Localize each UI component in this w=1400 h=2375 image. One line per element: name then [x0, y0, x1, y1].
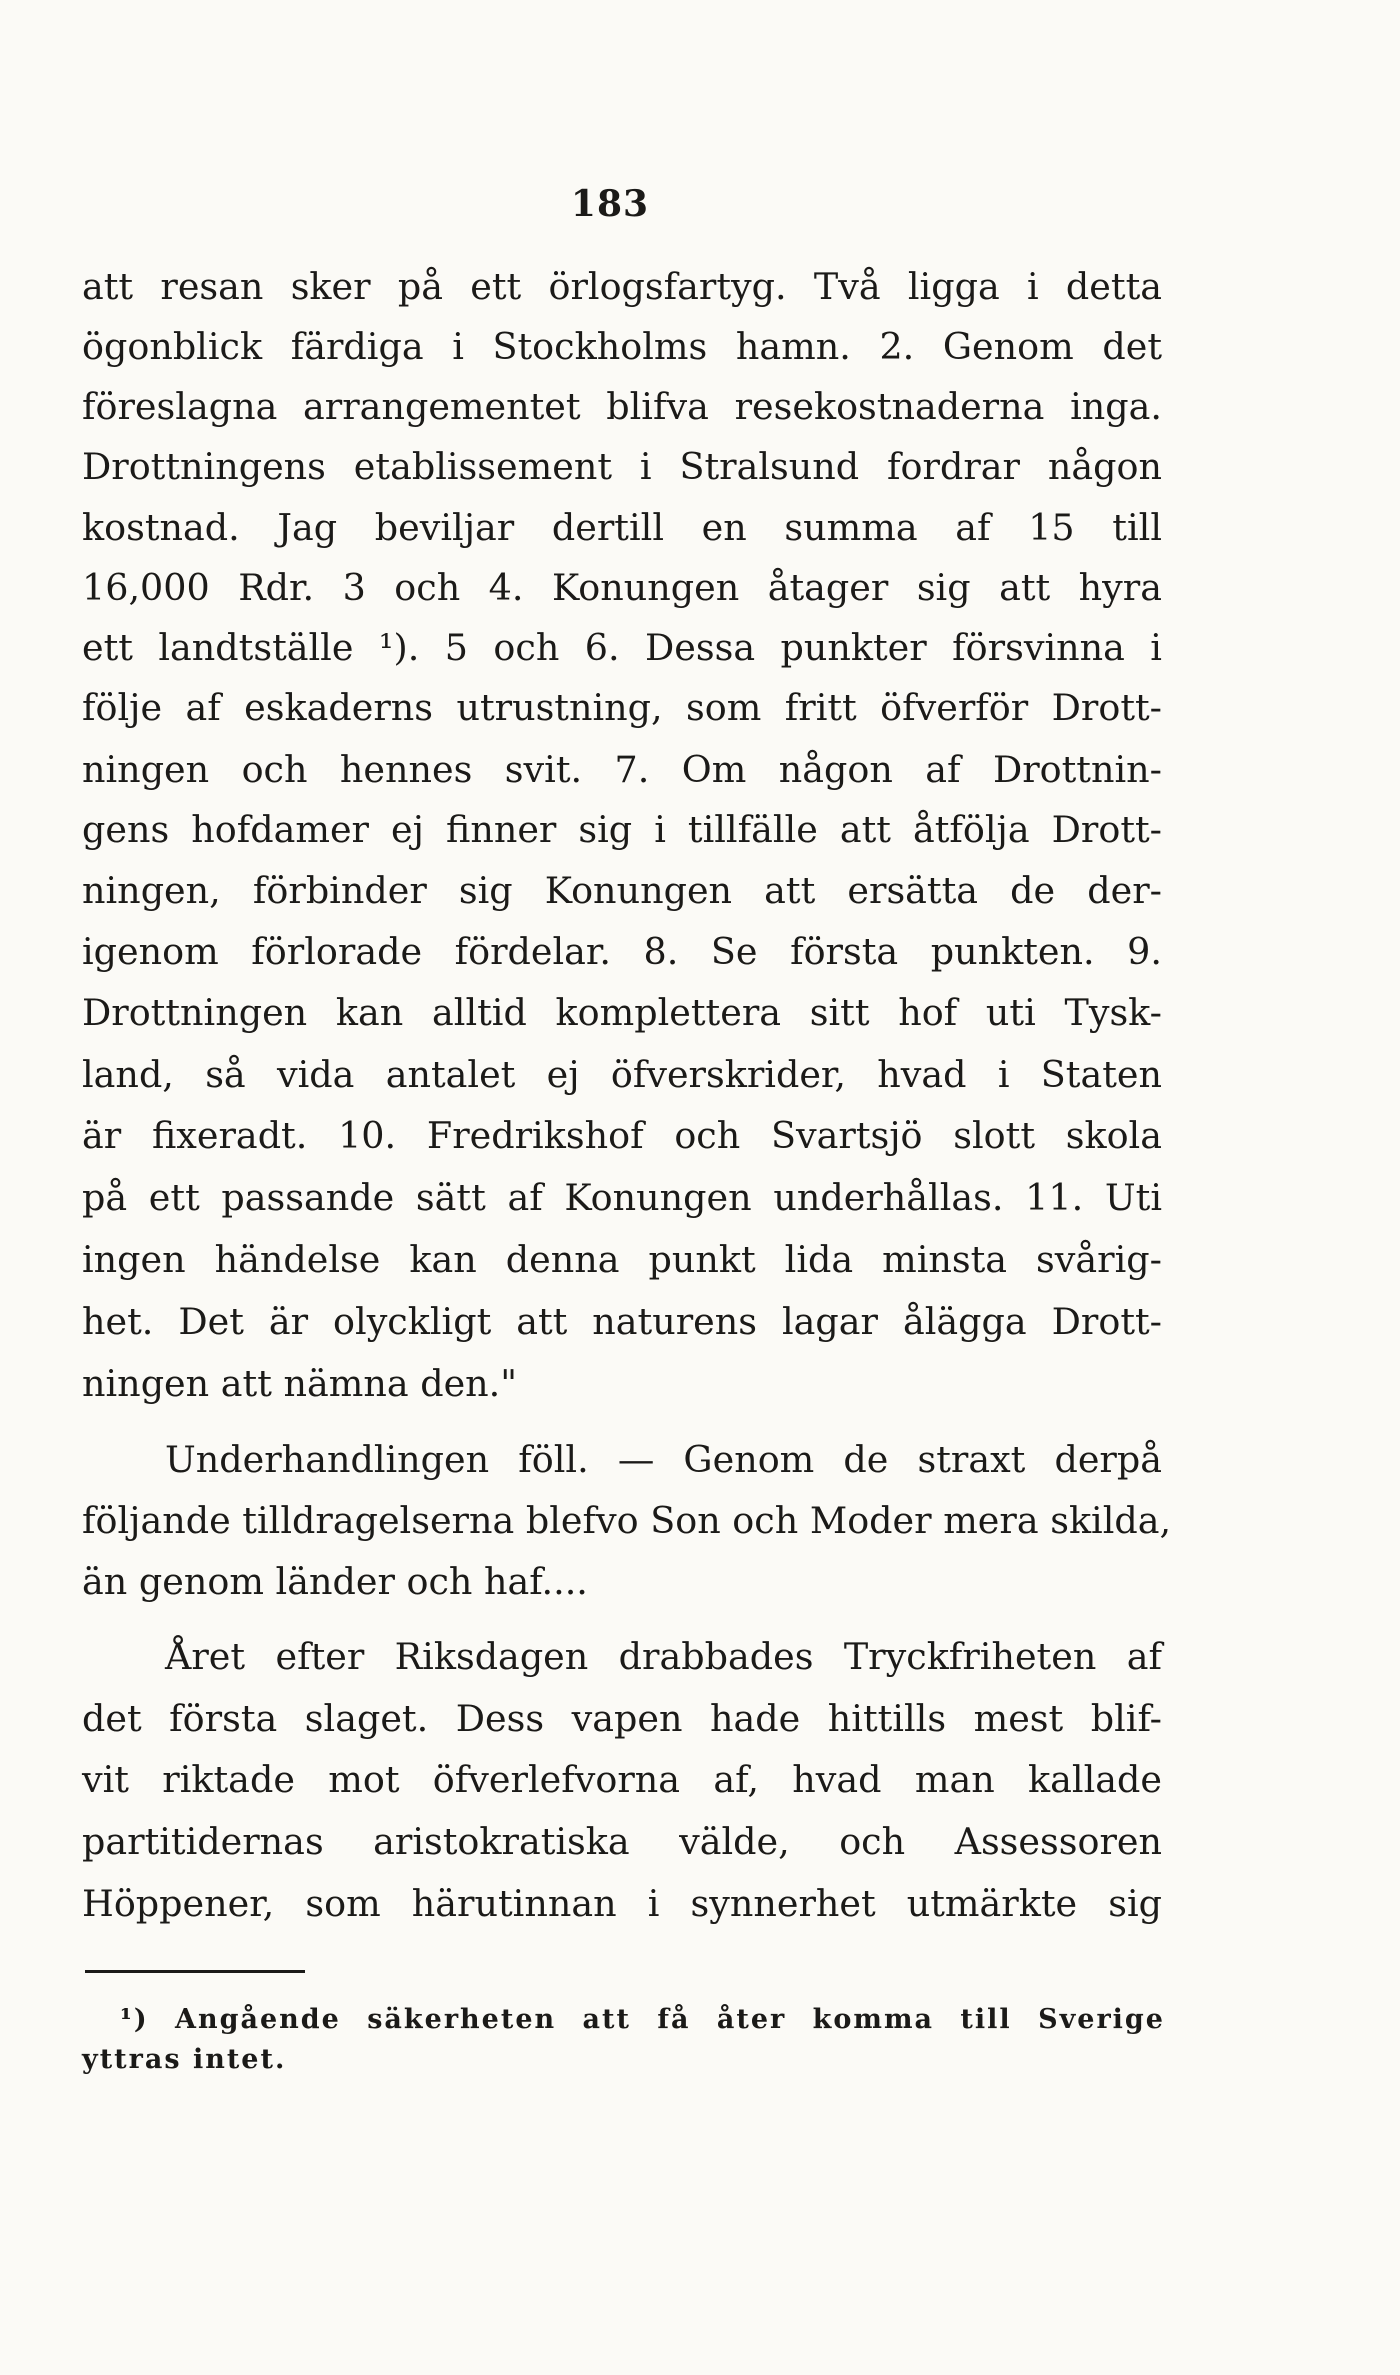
footnote-line: ¹) Angående säkerheten att få åter komma till Sverige	[120, 2004, 1165, 2035]
text-line: det första slaget. Dess vapen hade hittills mest blif-	[82, 1697, 1162, 1740]
text-line: ningen, förbinder sig Konungen att ersätta de der-	[82, 869, 1162, 912]
text-line: ett landtställe ¹). 5 och 6. Dessa punkter försvinna i	[82, 626, 1162, 669]
text-line: är fixeradt. 10. Fredrikshof och Svartsjö slott skola	[82, 1114, 1162, 1157]
text-line: föreslagna arrangementet blifva resekostnaderna inga.	[82, 385, 1162, 428]
text-line: följande tilldragelserna blefvo Son och Moder mera skilda,	[82, 1499, 1172, 1542]
text-line: partitidernas aristokratiska välde, och Assessoren	[82, 1820, 1162, 1863]
text-line: igenom förlorade fördelar. 8. Se första punkten. 9.	[82, 930, 1162, 973]
text-line: ningen att nämna den."	[82, 1362, 518, 1405]
text-line: på ett passande sätt af Konungen underhållas. 11. Uti	[82, 1176, 1162, 1219]
text-line: land, så vida antalet ej öfverskrider, hvad i Staten	[82, 1053, 1162, 1096]
footnote-divider	[85, 1970, 305, 1973]
text-line: Året efter Riksdagen drabbades Tryckfriheten af	[165, 1635, 1162, 1678]
text-line: vit riktade mot öfverlefvorna af, hvad man kallade	[82, 1758, 1162, 1801]
footnote-line: yttras intet.	[82, 2044, 287, 2075]
text-line: att resan sker på ett örlogsfartyg. Två ligga i detta	[82, 265, 1162, 308]
text-line: ingen händelse kan denna punkt lida minsta svårig-	[82, 1238, 1162, 1281]
text-line: Höppener, som härutinnan i synnerhet utmärkte sig	[82, 1882, 1162, 1925]
text-line: gens hofdamer ej finner sig i tillfälle att åtfölja Drott-	[82, 808, 1162, 851]
page-number: 183	[570, 183, 650, 225]
text-line: Drottningen kan alltid komplettera sitt hof uti Tysk-	[82, 991, 1162, 1034]
text-line: än genom länder och haf....	[82, 1560, 588, 1603]
text-line: Underhandlingen föll. — Genom de straxt derpå	[165, 1438, 1162, 1481]
text-line: ögonblick färdiga i Stockholms hamn. 2. Genom det	[82, 325, 1162, 368]
text-line: ningen och hennes svit. 7. Om någon af Drottnin-	[82, 748, 1162, 791]
text-line: följe af eskaderns utrustning, som fritt öfverför Drott-	[82, 686, 1162, 729]
text-line: kostnad. Jag beviljar dertill en summa af 15 till	[82, 506, 1162, 549]
text-line: 16,000 Rdr. 3 och 4. Konungen åtager sig att hyra	[82, 566, 1162, 609]
text-line: het. Det är olyckligt att naturens lagar ålägga Drott-	[82, 1300, 1162, 1343]
text-line: Drottningens etablissement i Stralsund fordrar någon	[82, 445, 1162, 488]
